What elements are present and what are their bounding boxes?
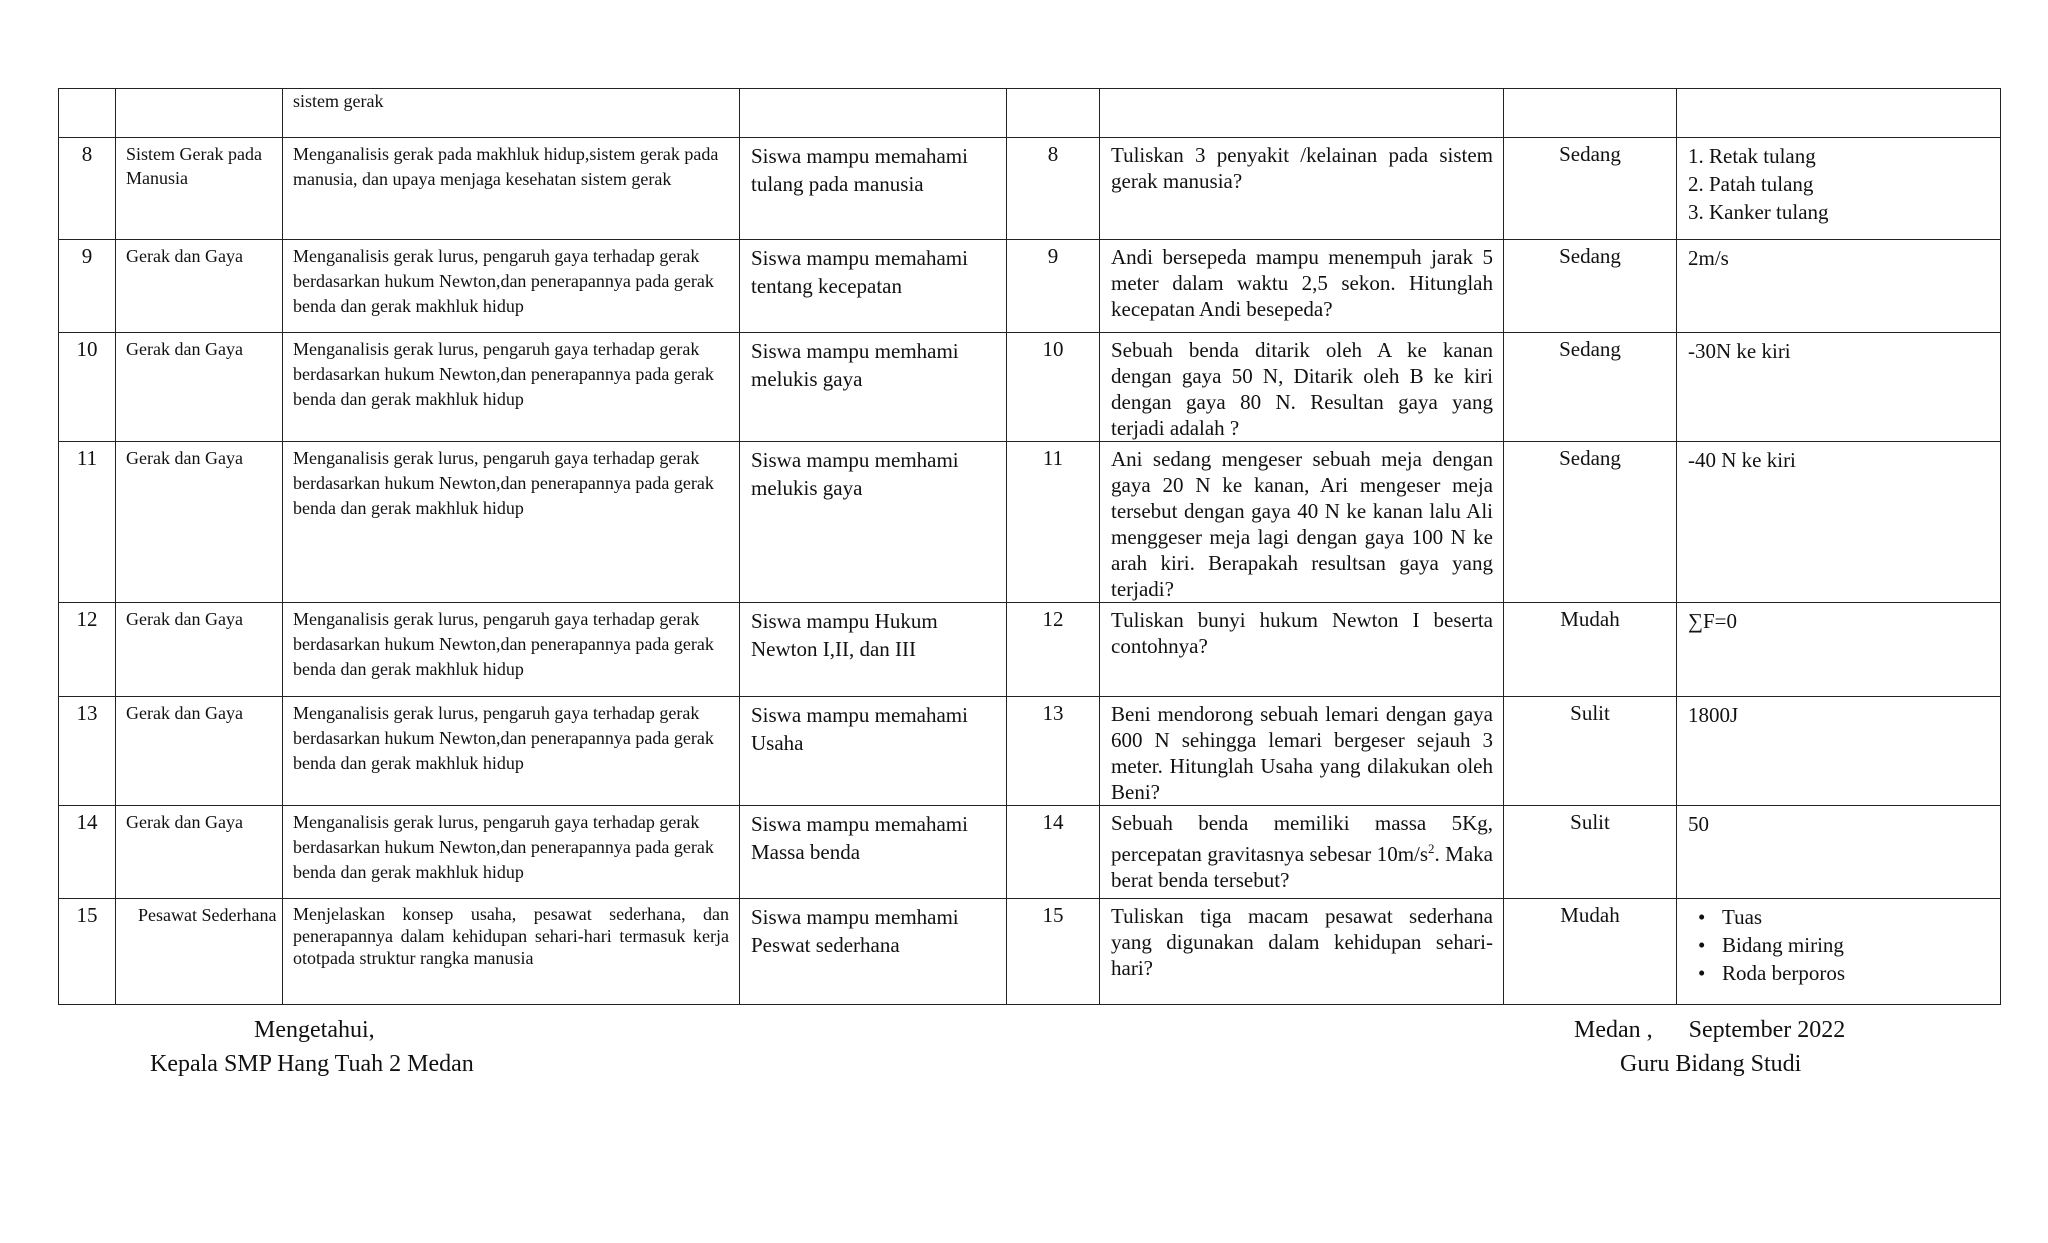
- indikator-cell: Siswa mampu memahami Massa benda: [740, 806, 1007, 899]
- question-number: [1007, 89, 1100, 138]
- answer-key-item: 1. Retak tulang: [1688, 144, 1816, 168]
- difficulty-cell: Sedang: [1504, 240, 1677, 333]
- indikator-cell: Siswa mampu memahami tulang pada manusia: [740, 138, 1007, 240]
- row-number: 15: [59, 899, 116, 1005]
- table-row: [59, 138, 2001, 240]
- row-number: 8: [59, 138, 116, 240]
- table-row: [59, 899, 2001, 1005]
- indikator-cell: Siswa mampu Hukum Newton I,II, dan III: [740, 603, 1007, 697]
- kd-cell: Menganalisis gerak lurus, pengaruh gaya terhadap gerak berdasarkan hukum Newton,dan penerapannya pada gerak benda dan gerak makhluk hidup: [283, 697, 740, 806]
- kd-cell: Menjelaskan konsep usaha, pesawat sederhana, dan penerapannya dalam kehidupan sehari-hari termasuk kerja ototpada struktur rangka manusia: [283, 899, 740, 1005]
- kd-cell: Menganalisis gerak pada makhluk hidup,sistem gerak pada manusia, dan upaya menjaga kesehatan sistem gerak: [283, 138, 740, 240]
- answer-key-item: • Bidang miring: [1698, 931, 1990, 959]
- table-row: [59, 442, 2001, 603]
- question-number: 13: [1007, 697, 1100, 806]
- kisi-kisi-table: [58, 88, 2001, 1005]
- row-number: 13: [59, 697, 116, 806]
- question-cell: Tuliskan tiga macam pesawat sederhana yang digunakan dalam kehidupan sehari-hari?: [1100, 899, 1504, 1005]
- answer-key-item: 3. Kanker tulang: [1688, 200, 1829, 224]
- materi-cell: Sistem Gerak pada Manusia: [116, 138, 283, 240]
- materi-cell: Gerak dan Gaya: [116, 603, 283, 697]
- difficulty-cell: Mudah: [1504, 899, 1677, 1005]
- difficulty-cell: Sedang: [1504, 442, 1677, 603]
- kd-cell: Menganalisis gerak lurus, pengaruh gaya terhadap gerak berdasarkan hukum Newton,dan penerapannya pada gerak benda dan gerak makhluk hidup: [283, 806, 740, 899]
- question-number: 11: [1007, 442, 1100, 603]
- row-number: [59, 89, 116, 138]
- kd-cell: Menganalisis gerak lurus, pengaruh gaya terhadap gerak berdasarkan hukum Newton,dan penerapannya pada gerak benda dan gerak makhluk hidup: [283, 240, 740, 333]
- indikator-cell: Siswa mampu memahami tentang kecepatan: [740, 240, 1007, 333]
- row-number: 11: [59, 442, 116, 603]
- kd-cell: Menganalisis gerak lurus, pengaruh gaya terhadap gerak berdasarkan hukum Newton,dan penerapannya pada gerak benda dan gerak makhluk hidup: [283, 603, 740, 697]
- answer-key-cell: 2m/s: [1677, 240, 2001, 333]
- principal-title: Kepala SMP Hang Tuah 2 Medan: [150, 1051, 474, 1077]
- question-cell: [1100, 806, 1504, 899]
- question-cell: Beni mendorong sebuah lemari dengan gaya 600 N sehingga lemari bergeser sejauh 3 meter. Hitunglah Usaha yang dilakukan oleh Beni?: [1100, 697, 1504, 806]
- indikator-cell: Siswa mampu memhami melukis gaya: [740, 442, 1007, 603]
- question-number: 8: [1007, 138, 1100, 240]
- question-cell: Tuliskan bunyi hukum Newton I beserta contohnya?: [1100, 603, 1504, 697]
- row-number: 14: [59, 806, 116, 899]
- question-text: Sebuah benda memiliki massa 5Kg, percepatan gravitasnya sebesar 10m/s: [1111, 811, 1493, 866]
- table-row: [59, 806, 2001, 899]
- table-row: [59, 333, 2001, 442]
- question-number: 12: [1007, 603, 1100, 697]
- materi-cell: Gerak dan Gaya: [116, 333, 283, 442]
- kd-cell: sistem gerak: [283, 89, 740, 138]
- place-date: Medan , September 2022: [1574, 1017, 1846, 1043]
- answer-key-cell: ∑F=0: [1677, 603, 2001, 697]
- acknowledgment-label: Mengetahui,: [254, 1017, 375, 1043]
- indikator-cell: [740, 89, 1007, 138]
- question-number: 9: [1007, 240, 1100, 333]
- answer-key-cell: 1800J: [1677, 697, 2001, 806]
- question-cell: Tuliskan 3 penyakit /kelainan pada sistem gerak manusia?: [1100, 138, 1504, 240]
- indikator-cell: Siswa mampu memhami melukis gaya: [740, 333, 1007, 442]
- indikator-cell: Siswa mampu memhami Peswat sederhana: [740, 899, 1007, 1005]
- table-row: [59, 240, 2001, 333]
- answer-key-cell: 50: [1677, 806, 2001, 899]
- question-number: 14: [1007, 806, 1100, 899]
- kd-cell: Menganalisis gerak lurus, pengaruh gaya terhadap gerak berdasarkan hukum Newton,dan penerapannya pada gerak benda dan gerak makhluk hidup: [283, 442, 740, 603]
- answer-key-cell: [1677, 899, 2001, 1005]
- table-row: [59, 89, 2001, 138]
- difficulty-cell: Sulit: [1504, 806, 1677, 899]
- indikator-cell: Siswa mampu memahami Usaha: [740, 697, 1007, 806]
- answer-key-list: [1688, 142, 1990, 226]
- answer-key-cell: [1677, 89, 2001, 138]
- answer-key-item: 2. Patah tulang: [1688, 172, 1814, 196]
- answer-key-cell: -30N ke kiri: [1677, 333, 2001, 442]
- materi-cell: [116, 89, 283, 138]
- question-cell: [1100, 89, 1504, 138]
- kd-cell: Menganalisis gerak lurus, pengaruh gaya terhadap gerak berdasarkan hukum Newton,dan penerapannya pada gerak benda dan gerak makhluk hidup: [283, 333, 740, 442]
- materi-cell: Gerak dan Gaya: [116, 442, 283, 603]
- table-row: [59, 697, 2001, 806]
- table-row: [59, 603, 2001, 697]
- answer-key-cell: [1677, 138, 2001, 240]
- difficulty-cell: Sulit: [1504, 697, 1677, 806]
- materi-cell: Gerak dan Gaya: [116, 806, 283, 899]
- question-cell: Andi bersepeda mampu menempuh jarak 5 meter dalam waktu 2,5 sekon. Hitunglah kecepatan Andi besepeda?: [1100, 240, 1504, 333]
- answer-key-item: • Roda berporos: [1698, 959, 1990, 987]
- difficulty-cell: Mudah: [1504, 603, 1677, 697]
- answer-key-bullets: [1688, 903, 1990, 987]
- question-cell: Sebuah benda ditarik oleh A ke kanan dengan gaya 50 N, Ditarik oleh B ke kiri dengan gaya 80 N. Resultan gaya yang terjadi adalah ?: [1100, 333, 1504, 442]
- answer-key-cell: -40 N ke kiri: [1677, 442, 2001, 603]
- difficulty-cell: Sedang: [1504, 333, 1677, 442]
- question-text-end: . Maka berat benda tersebut?: [1111, 842, 1493, 892]
- question-number: 10: [1007, 333, 1100, 442]
- difficulty-cell: [1504, 89, 1677, 138]
- materi-cell: Gerak dan Gaya: [116, 240, 283, 333]
- difficulty-cell: Sedang: [1504, 138, 1677, 240]
- row-number: 10: [59, 333, 116, 442]
- row-number: 12: [59, 603, 116, 697]
- question-cell: Ani sedang mengeser sebuah meja dengan gaya 20 N ke kanan, Ari mengeser meja tersebut dengan gaya 40 N ke kanan lalu Ali menggeser meja lagi dengan gaya 100 N ke arah kiri. Berapakah resultsan gaya yang terjadi?: [1100, 442, 1504, 603]
- superscript: 2: [1428, 841, 1435, 856]
- row-number: 9: [59, 240, 116, 333]
- materi-cell: Pesawat Sederhana: [116, 899, 283, 1005]
- question-number: 15: [1007, 899, 1100, 1005]
- materi-cell: Gerak dan Gaya: [116, 697, 283, 806]
- teacher-title: Guru Bidang Studi: [1620, 1051, 1802, 1077]
- answer-key-item: • Tuas: [1698, 903, 1990, 931]
